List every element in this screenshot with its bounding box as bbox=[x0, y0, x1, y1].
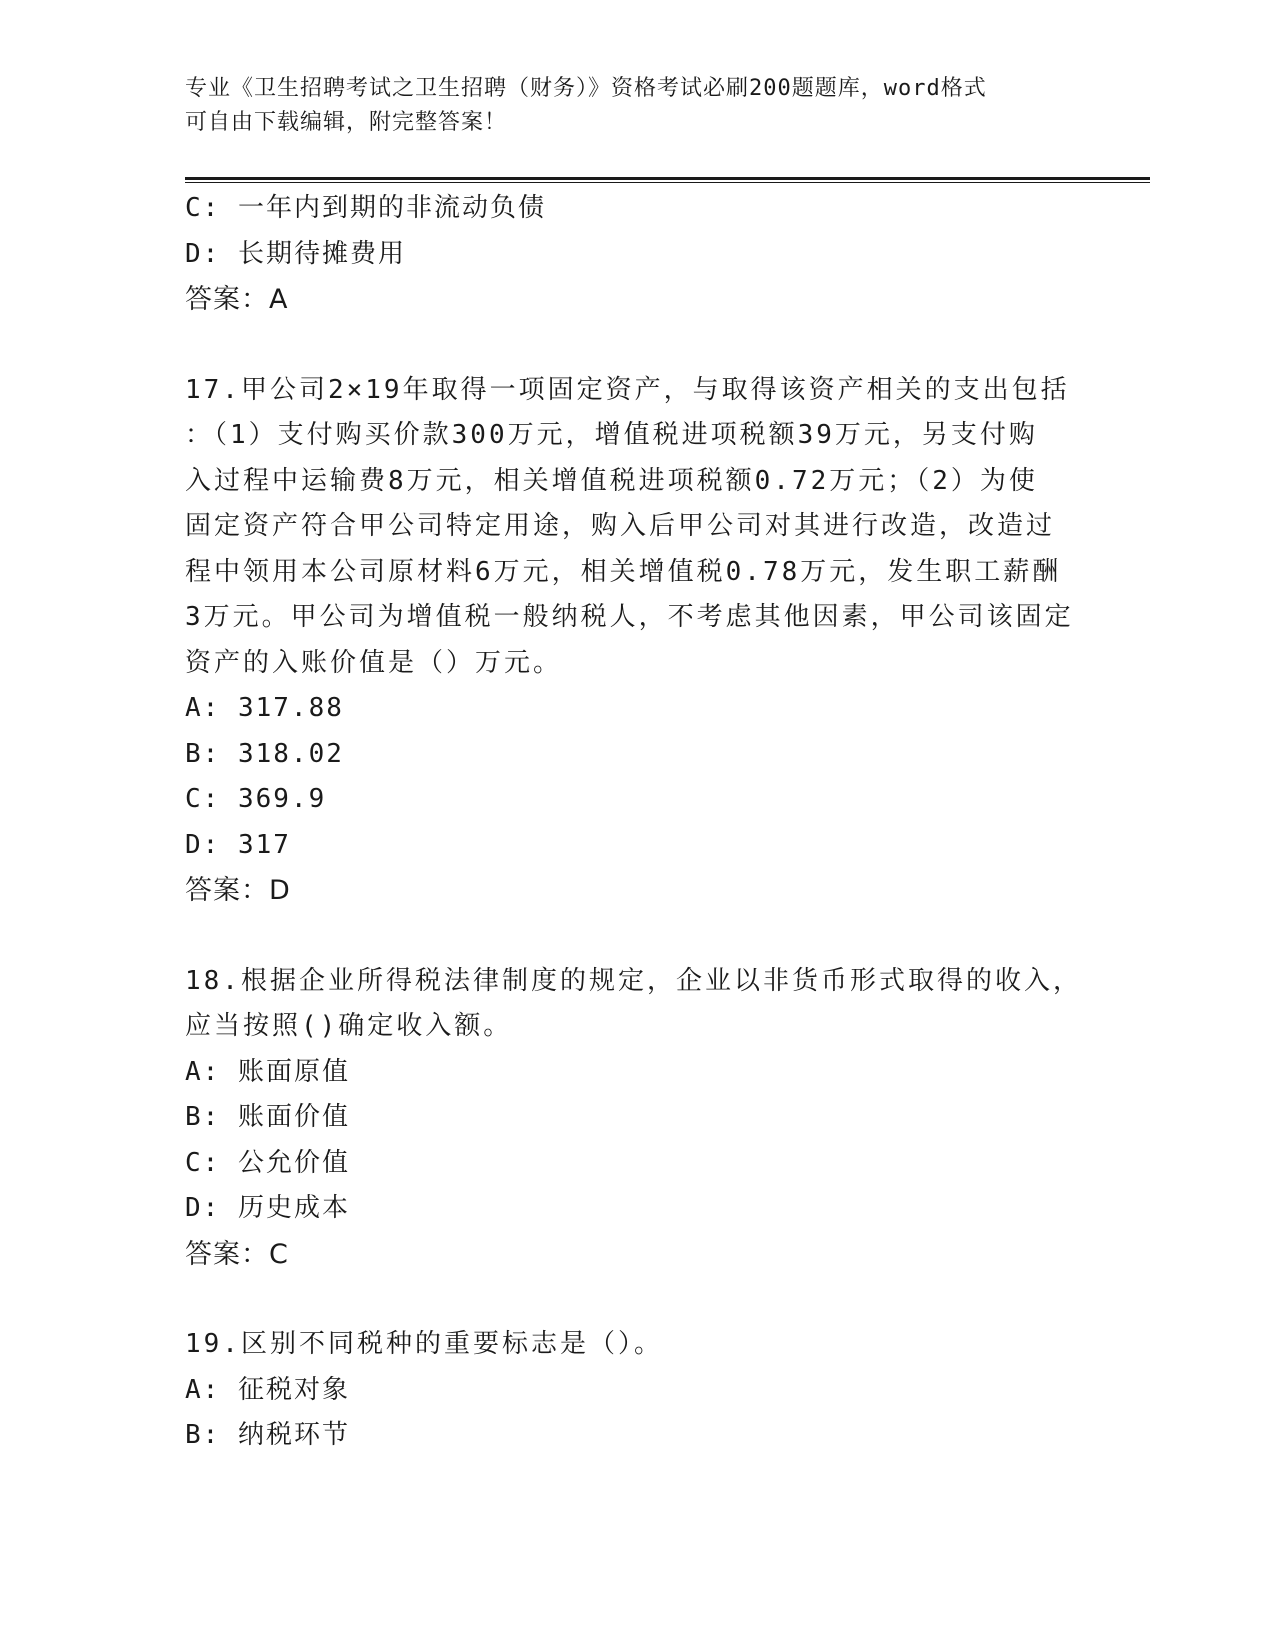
header-line-2: 可自由下载编辑，附完整答案！ bbox=[185, 110, 508, 135]
option-a: A: 账面原值 bbox=[185, 1056, 350, 1087]
header-rule-thick bbox=[185, 177, 1150, 180]
question-stem-line: 19.区别不同税种的重要标志是（）。 bbox=[185, 1329, 663, 1359]
question-16 bbox=[185, 186, 1085, 323]
question-stem-line: 18.根据企业所得税法律制度的规定，企业以非货币形式取得的收入， bbox=[185, 965, 1082, 996]
option-c: C: 公允价值 bbox=[185, 1147, 350, 1178]
option-a: A: 317.88 bbox=[185, 693, 344, 723]
question-stem-line: 3万元。甲公司为增值税一般纳税人，不考虑其他因素，甲公司该固定 bbox=[185, 602, 1074, 632]
answer-label: 答案：C bbox=[185, 1238, 289, 1270]
question-stem-line: 固定资产符合甲公司特定用途，购入后甲公司对其进行改造，改造过 bbox=[185, 511, 1056, 541]
question-stem-line: 资产的入账价值是（）万元。 bbox=[185, 647, 563, 678]
option-b: B: 账面价值 bbox=[185, 1102, 350, 1132]
option-a: A: 征税对象 bbox=[185, 1374, 350, 1405]
header-line-1: 专业《卫生招聘考试之卫生招聘（财务）》资格考试必刷200题题库，word格式 bbox=[185, 76, 987, 101]
question-17 bbox=[185, 368, 1085, 914]
option-d: D: 历史成本 bbox=[185, 1193, 350, 1223]
question-stem-line: ：（1）支付购买价款300万元，增值税进项税额39万元，另支付购 bbox=[185, 420, 1038, 450]
option-b: B: 318.02 bbox=[185, 738, 344, 769]
option-d: D: 317 bbox=[185, 829, 291, 860]
document-body bbox=[185, 186, 1085, 1459]
question-stem-line: 应当按照()确定收入额。 bbox=[185, 1011, 513, 1041]
header-rule-thin bbox=[185, 182, 1150, 183]
answer-label: 答案：D bbox=[185, 875, 291, 906]
option-b: B: 纳税环节 bbox=[185, 1420, 350, 1450]
option-d: D: 长期待摊费用 bbox=[185, 238, 406, 269]
answer-label: 答案：A bbox=[185, 284, 289, 315]
document-header bbox=[185, 72, 1085, 140]
question-stem-line: 入过程中运输费8万元，相关增值税进项税额0.72万元；（2）为使 bbox=[185, 465, 1038, 496]
option-c: C: 一年内到期的非流动负债 bbox=[185, 193, 546, 223]
question-stem-line: 17.甲公司2×19年取得一项固定资产，与取得该资产相关的支出包括 bbox=[185, 374, 1070, 405]
question-18 bbox=[185, 959, 1085, 1278]
option-c: C: 369.9 bbox=[185, 784, 327, 814]
question-19 bbox=[185, 1322, 1085, 1459]
question-stem-line: 程中领用本公司原材料6万元，相关增值税0.78万元，发生职工薪酬 bbox=[185, 556, 1062, 587]
